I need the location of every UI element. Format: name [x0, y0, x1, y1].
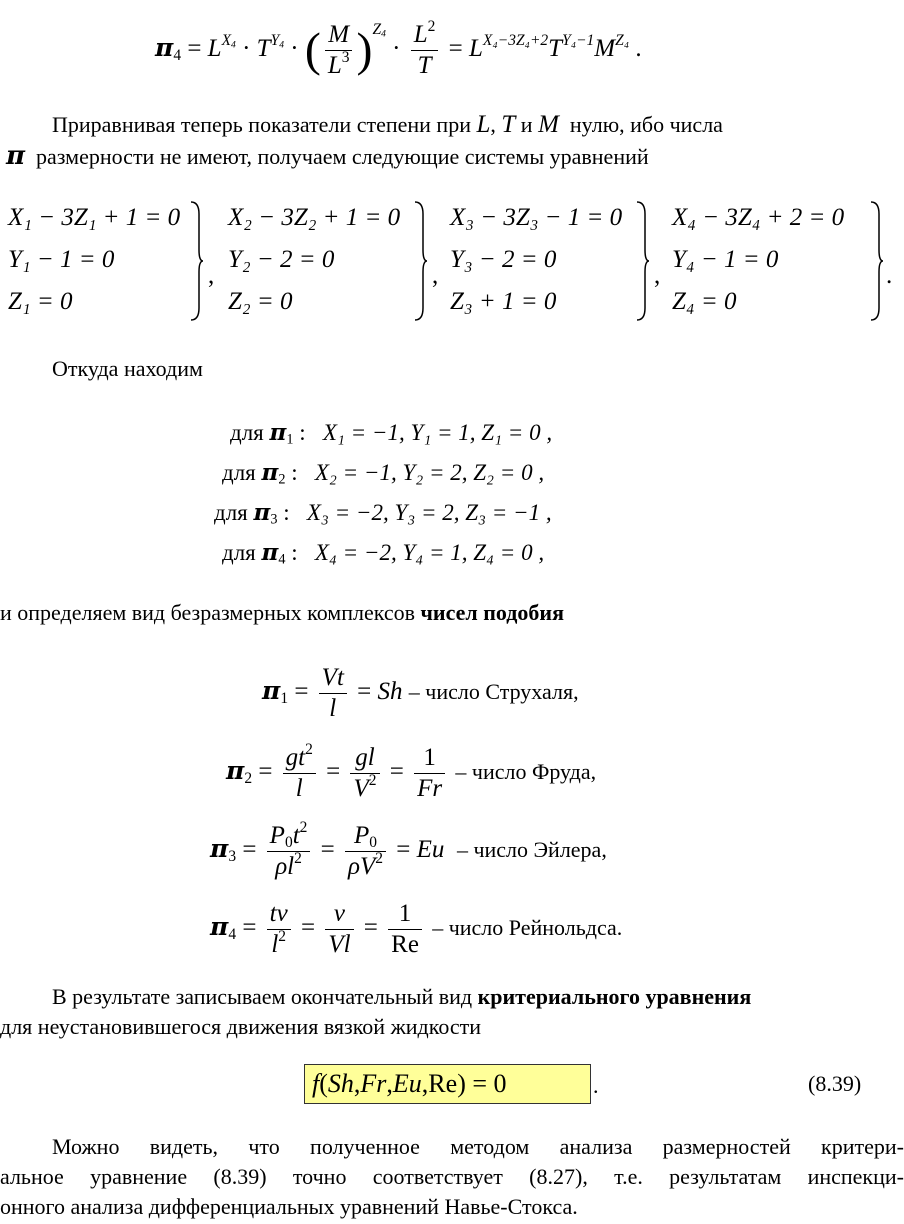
equation-strouhal	[262, 656, 579, 727]
denominator: Fr	[417, 774, 443, 802]
term-eu: Eu	[392, 1069, 422, 1098]
pi-symbol: π	[253, 499, 271, 526]
equation-euler	[210, 812, 607, 887]
den-text: l	[271, 930, 279, 958]
symbol-T: T	[501, 111, 516, 138]
num-P: P	[269, 821, 285, 849]
den-text: V	[353, 774, 369, 802]
exp-X: X	[221, 32, 232, 50]
comma: ,	[386, 1069, 393, 1098]
den-L: L	[327, 51, 342, 79]
numerator: ν	[325, 899, 353, 930]
equation-pi4	[155, 18, 642, 81]
equals-sign: =	[300, 914, 316, 941]
equals-sign: =	[357, 678, 372, 705]
pi-symbol: π	[6, 141, 26, 171]
numerator: gl	[350, 743, 379, 774]
right-brace-icon	[870, 200, 884, 322]
paragraph-2	[0, 600, 564, 626]
fraction	[283, 740, 316, 804]
equals-sign: =	[448, 35, 463, 62]
pi-symbol: π	[261, 459, 279, 486]
system-row: Y₄ − 1 = 0	[672, 246, 779, 273]
equation-reynolds	[210, 890, 622, 965]
result: Sh	[377, 678, 403, 705]
equals-sign: =	[396, 836, 411, 863]
right-brace-icon	[636, 200, 650, 322]
values: X₁ = −1, Y₁ = 1, Z₁ = 0 ,	[322, 420, 553, 445]
equals-sign: =	[242, 914, 257, 941]
pi-symbol: π	[155, 33, 174, 62]
system-row: X₄ − 3Z₄ + 2 = 0	[672, 204, 845, 231]
right-brace-icon	[190, 200, 204, 322]
system-row: Z₃ + 1 = 0	[450, 288, 557, 315]
subscript: 4	[228, 925, 237, 943]
symbol-L: L	[476, 111, 491, 138]
symbol-T: T	[548, 35, 563, 62]
text: размерности не имеют, получаем следующие системы уравнений	[36, 144, 649, 169]
subscript: 2	[244, 769, 253, 787]
pi-symbol: π	[261, 539, 279, 566]
paragraph-4-line-3: онного анализа дифференциальных уравнений Навье-Стокса.	[0, 1194, 578, 1219]
exponent: Z₄	[615, 32, 630, 50]
whence-text: Откуда находим	[52, 356, 203, 381]
subscript: 1	[280, 689, 289, 707]
exp-sub: 4	[279, 39, 284, 51]
open-paren: (	[319, 1069, 328, 1098]
denominator	[267, 927, 291, 960]
equation-system-1	[0, 200, 218, 325]
power: 2	[375, 849, 384, 867]
comma: ,	[421, 1069, 429, 1098]
text: для	[222, 460, 256, 485]
numerator	[283, 740, 316, 774]
fraction	[319, 663, 347, 724]
numerator	[345, 821, 386, 852]
fraction	[350, 743, 379, 804]
power: 2	[305, 740, 313, 758]
text: нулю, ибо числа	[569, 112, 723, 137]
exp-Y: Y	[270, 32, 280, 50]
power: 2	[299, 818, 308, 836]
zero: 0	[493, 1069, 507, 1098]
equals-sign: =	[294, 678, 309, 705]
fraction	[345, 821, 386, 882]
paragraph-1-line-2	[6, 143, 649, 170]
period: .	[635, 35, 642, 62]
colon: :	[291, 460, 298, 485]
power: 2	[278, 927, 287, 945]
system-row: Z₄ = 0	[672, 288, 737, 315]
subscript: 0	[369, 833, 378, 851]
equals-sign: =	[389, 758, 404, 785]
subscript: 4	[278, 551, 286, 568]
paragraph-3-line-1	[52, 984, 751, 1010]
term-re: Re	[428, 1069, 458, 1098]
numerator: 1	[388, 899, 422, 930]
pi-symbol: π	[210, 834, 229, 863]
separator: ,	[432, 262, 439, 289]
exp-Z: Z	[372, 21, 382, 39]
pi-symbol: π	[210, 912, 229, 941]
denominator	[345, 849, 386, 882]
comma: ,	[353, 1069, 361, 1098]
numerator: 1	[414, 743, 445, 774]
equals-sign: =	[472, 1069, 488, 1098]
system-row: Y₁ − 1 = 0	[8, 246, 115, 273]
den-text: ρV	[348, 852, 376, 880]
subscript: 2	[278, 471, 286, 488]
term-sh: Sh	[327, 1069, 354, 1098]
text: для	[230, 420, 264, 445]
system-row: Z₂ = 0	[228, 288, 293, 315]
open-paren: (	[304, 23, 321, 77]
separator: ,	[208, 262, 215, 289]
label: – число Рейнольдса.	[432, 915, 623, 940]
values: X₄ = −2, Y₄ = 1, Z₄ = 0 ,	[314, 540, 545, 565]
text: и	[520, 112, 533, 137]
equals-sign: =	[258, 758, 273, 785]
paragraph-1-line-1	[52, 112, 723, 138]
equation-system-3	[442, 200, 662, 325]
power: 2	[368, 771, 377, 789]
subscript: 4	[173, 46, 182, 64]
term-fr: Fr	[360, 1069, 387, 1098]
equation-system-4	[664, 200, 896, 325]
denominator: T	[417, 51, 432, 79]
colon: :	[299, 420, 306, 445]
paragraph-4-line-1: Можно видеть, что полученное методом анализа размерностей критери-	[52, 1134, 904, 1159]
dot: ·	[290, 35, 299, 62]
fraction	[267, 818, 311, 882]
result: Eu	[416, 836, 445, 863]
fraction	[325, 899, 353, 960]
separator: .	[886, 262, 893, 289]
symbol-L: L	[207, 35, 222, 62]
denominator: Vl	[328, 930, 351, 958]
text: В результате записываем окончательный вид	[52, 984, 473, 1009]
label: – число Эйлера,	[456, 837, 607, 862]
equals-sign: =	[320, 836, 335, 863]
text: для	[214, 500, 248, 525]
denominator: Re	[391, 930, 419, 958]
exponent: X₄−3Z₄+2	[482, 32, 549, 50]
power: 3	[341, 48, 350, 66]
right-brace-icon	[414, 200, 428, 322]
system-row: X₃ − 3Z₃ − 1 = 0	[450, 204, 623, 231]
equation-period: .	[593, 1073, 599, 1098]
solution-pi3	[214, 500, 552, 526]
solution-pi1	[230, 420, 552, 446]
subscript: 0	[284, 833, 293, 851]
values: X₂ = −1, Y₂ = 2, Z₂ = 0 ,	[314, 460, 545, 485]
equals-sign: =	[242, 836, 257, 863]
numerator: tν	[267, 899, 291, 930]
equation-number: (8.39)	[808, 1071, 862, 1096]
pi-symbol: π	[226, 756, 245, 785]
den-text: ρl	[275, 852, 295, 880]
num-text: gt	[285, 743, 306, 771]
symbol-M: M	[538, 111, 559, 138]
dot: ·	[392, 35, 401, 62]
symbol-T: T	[256, 35, 271, 62]
label: – число Струхаля,	[408, 679, 579, 704]
solution-pi2	[222, 460, 544, 486]
label: – число Фруда,	[455, 759, 597, 784]
num-P: P	[354, 821, 370, 849]
fraction	[414, 743, 445, 804]
power: 2	[294, 849, 302, 867]
bold-term: критериального уравнения	[477, 984, 752, 1009]
system-row: X₁ − 3Z₁ + 1 = 0	[8, 204, 181, 231]
criterion-equation	[312, 1069, 507, 1099]
pi-symbol: π	[262, 676, 281, 705]
values: X₃ = −2, Y₃ = 2, Z₃ = −1 ,	[306, 500, 552, 525]
exp-sub: 4	[231, 39, 236, 51]
close-paren: )	[457, 1069, 466, 1098]
close-paren: )	[356, 23, 373, 77]
fraction-M-L3	[325, 20, 353, 81]
num-L: L	[413, 20, 428, 48]
paragraph-4-line-2: альное уравнение (8.39) точно соответствует (8.27), т.е. результатам инспекци-	[0, 1164, 904, 1189]
fraction-L2-T	[411, 17, 439, 81]
denominator	[267, 849, 311, 882]
bold-term: чисел подобия	[420, 600, 564, 625]
function-f: f	[312, 1069, 320, 1098]
numerator	[267, 818, 311, 852]
equation-froude	[226, 734, 596, 809]
text: и определяем вид безразмерных комплексов	[0, 600, 416, 625]
num-t: t	[292, 821, 300, 849]
pi-symbol: π	[269, 419, 287, 446]
system-row: Z₁ = 0	[8, 288, 73, 315]
paragraph-3-line-2: для неустановившегося движения вязкой жидкости	[0, 1014, 482, 1039]
denominator: l	[329, 694, 337, 722]
symbol-L: L	[468, 35, 483, 62]
numerator: Vt	[319, 663, 347, 694]
solution-pi4	[222, 540, 544, 566]
equals-sign: =	[363, 914, 378, 941]
equals-sign: =	[326, 758, 341, 785]
system-row: Y₂ − 2 = 0	[228, 246, 335, 273]
exponent: Y₄−1	[562, 32, 595, 50]
text: для	[222, 540, 256, 565]
power: 2	[427, 17, 436, 35]
subscript: 1	[286, 431, 294, 448]
numerator: M	[325, 20, 353, 51]
fraction	[388, 899, 422, 960]
subscript: 3	[270, 511, 278, 528]
separator: ,	[654, 262, 661, 289]
dot: ·	[242, 35, 251, 62]
denominator	[325, 48, 353, 81]
equation-system-2	[220, 200, 440, 325]
exp-sub: 4	[381, 28, 386, 40]
denominator	[350, 771, 379, 804]
subscript: 3	[228, 847, 237, 865]
denominator: l	[295, 774, 303, 802]
fraction	[267, 899, 291, 960]
colon: :	[283, 500, 290, 525]
text: Приравнивая теперь показатели степени при	[52, 112, 471, 137]
system-row: Y₃ − 2 = 0	[450, 246, 557, 273]
symbol-M: M	[594, 35, 616, 62]
colon: :	[291, 540, 298, 565]
numerator	[411, 17, 439, 51]
comma: ,	[490, 112, 496, 137]
equals-sign: =	[187, 35, 202, 62]
system-row: X₂ − 3Z₂ + 1 = 0	[228, 204, 401, 231]
